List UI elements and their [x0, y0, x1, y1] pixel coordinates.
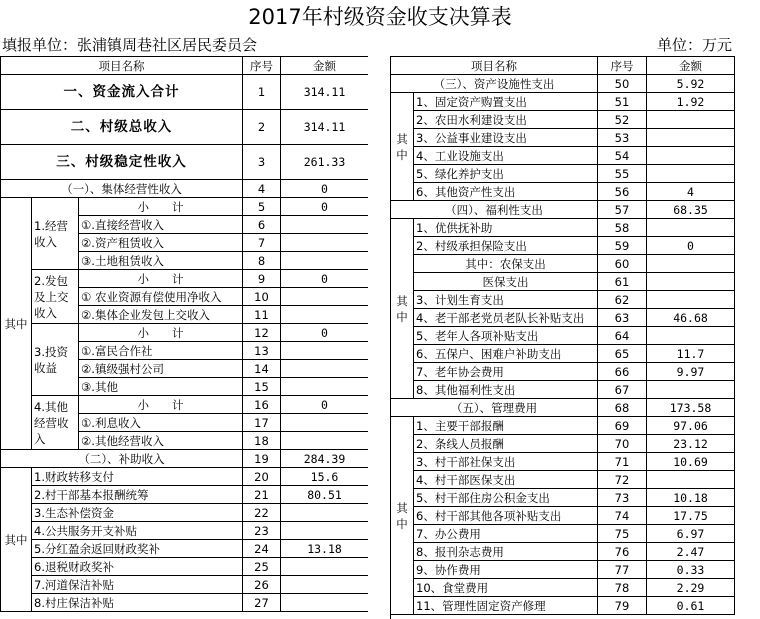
item-label: 3、计划生育支出 [414, 291, 598, 309]
seq-cell: 67 [598, 381, 647, 399]
seq-cell: 52 [598, 111, 647, 129]
header-row [391, 57, 735, 75]
item-name-header: 项目名称 [1, 57, 243, 75]
seq-cell: 63 [598, 309, 647, 327]
item-label: ②.资产租赁收入 [79, 234, 243, 252]
table-row [1, 558, 369, 576]
table-row [391, 255, 735, 273]
amount-cell: 0 [281, 180, 369, 198]
seq-cell: 5 [243, 198, 281, 216]
amount-cell [281, 504, 369, 522]
amount-cell [281, 576, 369, 594]
amount-cell [647, 381, 735, 399]
amount-cell: 46.68 [647, 309, 735, 327]
table-row [391, 489, 735, 507]
item-label: 7、老年协会费用 [414, 363, 598, 381]
seq-cell: 56 [598, 183, 647, 201]
amount-cell: 173.58 [647, 399, 735, 417]
item-label: 2、村级承担保险支出 [414, 237, 598, 255]
seq-cell: 6 [243, 216, 281, 234]
seq-cell: 21 [243, 486, 281, 504]
item-label: 8.村庄保洁补贴 [32, 594, 243, 612]
amount-cell [647, 471, 735, 489]
table-row [1, 324, 369, 342]
seq-cell: 19 [243, 450, 281, 468]
amount-header: 金额 [647, 57, 735, 75]
seq-cell: 8 [243, 252, 281, 270]
seq-cell: 64 [598, 327, 647, 345]
header-row [1, 57, 369, 75]
table-row [391, 327, 735, 345]
qi-zhong-label: 其中 [391, 93, 414, 201]
table-row [391, 417, 735, 435]
table-row [391, 561, 735, 579]
seq-cell: 55 [598, 165, 647, 183]
table-row [391, 219, 735, 237]
amount-cell [281, 234, 369, 252]
seq-cell: 71 [598, 453, 647, 471]
item-label: 其中：农保支出 [414, 255, 598, 273]
table-row [391, 525, 735, 543]
table-row [1, 396, 369, 414]
seq-cell: 62 [598, 291, 647, 309]
table-row [391, 579, 735, 597]
item-label: 3.生态补偿资金 [32, 504, 243, 522]
amount-cell: 0.61 [647, 597, 735, 615]
seq-header: 序号 [598, 57, 647, 75]
item-label: 4.公共服务开支补贴 [32, 522, 243, 540]
item-label: 2、条线人员报酬 [414, 435, 598, 453]
amount-cell: 13.18 [281, 540, 369, 558]
amount-cell: 0 [281, 396, 369, 414]
section-label: （一）、集体经营性收入 [1, 180, 243, 198]
item-label: 5、村干部住房公积金支出 [414, 489, 598, 507]
column-gap [368, 56, 391, 619]
table-row [391, 543, 735, 561]
table-row [391, 147, 735, 165]
amount-cell [647, 327, 735, 345]
amount-cell: 10.69 [647, 453, 735, 471]
seq-cell: 77 [598, 561, 647, 579]
table-row [391, 291, 735, 309]
item-label: ①.直接经营收入 [79, 216, 243, 234]
seq-cell: 25 [243, 558, 281, 576]
item-label: 6、村干部其他各项补贴支出 [414, 507, 598, 525]
seq-cell: 68 [598, 399, 647, 417]
seq-cell: 27 [243, 594, 281, 612]
seq-cell: 4 [243, 180, 281, 198]
table-row [391, 273, 735, 291]
item-label: 4、村干部医保支出 [414, 471, 598, 489]
currency-unit: 单位：万元 [656, 36, 732, 54]
seq-cell: 75 [598, 525, 647, 543]
seq-cell: 10 [243, 288, 281, 306]
section-row [391, 201, 735, 219]
section-row [391, 75, 735, 93]
group-label: 4.其他经营收入 [32, 396, 79, 450]
seq-cell: 1 [243, 75, 281, 110]
item-label: ① 农业资源有偿使用净收入 [79, 288, 243, 306]
seq-cell: 57 [598, 201, 647, 219]
summary-label: 二、村级总收入 [1, 110, 243, 145]
amount-cell: 2.47 [647, 543, 735, 561]
amount-cell: 0 [647, 237, 735, 255]
amount-cell [281, 594, 369, 612]
seq-cell: 73 [598, 489, 647, 507]
item-label: 8、其他福利性支出 [414, 381, 598, 399]
amount-cell: 261.33 [281, 145, 369, 180]
table-row [391, 381, 735, 399]
summary-label: 一、资金流入合计 [1, 75, 243, 110]
item-label: 5、老年人各项补贴支出 [414, 327, 598, 345]
table-row [391, 345, 735, 363]
item-label: 7.河道保洁补贴 [32, 576, 243, 594]
summary-row [1, 75, 369, 110]
section-row [391, 399, 735, 417]
amount-cell: 314.11 [281, 75, 369, 110]
amount-cell: 23.12 [647, 435, 735, 453]
seq-cell: 74 [598, 507, 647, 525]
amount-cell: 2.29 [647, 579, 735, 597]
seq-cell: 17 [243, 414, 281, 432]
table-row [1, 576, 369, 594]
amount-cell [647, 111, 735, 129]
item-label: 小 计 [79, 396, 243, 414]
seq-cell: 54 [598, 147, 647, 165]
section-row [1, 180, 369, 198]
section-label: （二）、补助收入 [1, 450, 243, 468]
item-label: 4、老干部老党员老队长补贴支出 [414, 309, 598, 327]
table-row [391, 165, 735, 183]
amount-cell [647, 129, 735, 147]
amount-cell: 10.18 [647, 489, 735, 507]
item-label: ②.镇级强村公司 [79, 360, 243, 378]
amount-cell: 9.97 [647, 363, 735, 381]
amount-cell [281, 378, 369, 396]
item-label: 10、食堂费用 [414, 579, 598, 597]
item-label: 2、农田水利建设支出 [414, 111, 598, 129]
amount-cell [647, 273, 735, 291]
seq-cell: 13 [243, 342, 281, 360]
item-label: 5、绿化养护支出 [414, 165, 598, 183]
amount-cell: 0 [281, 270, 369, 288]
seq-cell: 11 [243, 306, 281, 324]
summary-row [1, 145, 369, 180]
table-row [391, 183, 735, 201]
amount-cell: 314.11 [281, 110, 369, 145]
item-label: 6、五保户、困难户补助支出 [414, 345, 598, 363]
item-name-header: 项目名称 [391, 57, 598, 75]
item-label: 小 计 [79, 324, 243, 342]
table-row [391, 93, 735, 111]
seq-cell: 58 [598, 219, 647, 237]
seq-cell: 18 [243, 432, 281, 450]
amount-cell [281, 558, 369, 576]
item-label: 6、其他资产性支出 [414, 183, 598, 201]
seq-cell: 69 [598, 417, 647, 435]
reporting-unit: 填报单位：张浦镇周巷社区居民委员会 [2, 36, 258, 54]
item-label: 8、报刊杂志费用 [414, 543, 598, 561]
table-row [1, 522, 369, 540]
amount-cell: 15.6 [281, 468, 369, 486]
seq-cell: 65 [598, 345, 647, 363]
amount-cell: 6.97 [647, 525, 735, 543]
amount-cell: 97.06 [647, 417, 735, 435]
seq-cell: 76 [598, 543, 647, 561]
seq-cell: 78 [598, 579, 647, 597]
amount-cell [647, 219, 735, 237]
table-row [1, 198, 369, 216]
table-row [391, 471, 735, 489]
seq-cell: 15 [243, 378, 281, 396]
amount-cell [647, 255, 735, 273]
qi-zhong-label: 其中 [1, 468, 32, 612]
table-row [391, 453, 735, 471]
amount-cell: 68.35 [647, 201, 735, 219]
seq-cell: 24 [243, 540, 281, 558]
table-row [1, 486, 369, 504]
table-row [391, 507, 735, 525]
table-row [1, 504, 369, 522]
table-row [1, 594, 369, 612]
amount-cell: 1.92 [647, 93, 735, 111]
seq-cell: 72 [598, 471, 647, 489]
group-label: 2.发包及上交收入 [32, 270, 79, 324]
seq-cell: 7 [243, 234, 281, 252]
seq-cell: 9 [243, 270, 281, 288]
item-label: ①.富民合作社 [79, 342, 243, 360]
item-label: ②.集体企业发包上交收入 [79, 306, 243, 324]
table-row [391, 129, 735, 147]
section-row [1, 450, 369, 468]
table-row [1, 270, 369, 288]
seq-cell: 3 [243, 145, 281, 180]
report-title: 2017年村级资金收支决算表 [248, 5, 512, 29]
amount-cell [281, 342, 369, 360]
table-row [391, 309, 735, 327]
amount-cell [281, 306, 369, 324]
seq-cell: 26 [243, 576, 281, 594]
amount-cell [647, 147, 735, 165]
item-label: 医保支出 [414, 273, 598, 291]
seq-header: 序号 [243, 57, 281, 75]
amount-cell: 0.33 [647, 561, 735, 579]
amount-cell [281, 360, 369, 378]
seq-cell: 23 [243, 522, 281, 540]
seq-cell: 22 [243, 504, 281, 522]
amount-cell [647, 291, 735, 309]
item-label: ②.其他经营收入 [79, 432, 243, 450]
item-label: 11、管理性固定资产修理 [414, 597, 598, 615]
summary-row [1, 110, 369, 145]
item-label: ③.土地租赁收入 [79, 252, 243, 270]
spreadsheet [0, 56, 760, 619]
amount-cell: 4 [647, 183, 735, 201]
section-label: （五）、管理费用 [391, 399, 598, 417]
seq-cell: 50 [598, 75, 647, 93]
table-row [391, 435, 735, 453]
summary-label: 三、村级稳定性收入 [1, 145, 243, 180]
qi-zhong-label: 其中 [391, 417, 414, 615]
item-label: 5.分红盈余返回财政奖补 [32, 540, 243, 558]
section-label: （三）、资产设施性支出 [391, 75, 598, 93]
amount-header: 金额 [281, 57, 369, 75]
seq-cell: 61 [598, 273, 647, 291]
table-row [391, 597, 735, 615]
amount-cell [281, 216, 369, 234]
amount-cell: 80.51 [281, 486, 369, 504]
amount-cell [281, 252, 369, 270]
table-row [391, 237, 735, 255]
seq-cell: 53 [598, 129, 647, 147]
income-table [0, 56, 369, 612]
item-label: ①.利息收入 [79, 414, 243, 432]
seq-cell: 79 [598, 597, 647, 615]
qi-zhong-label: 其中 [1, 198, 32, 450]
seq-cell: 20 [243, 468, 281, 486]
amount-cell: 5.92 [647, 75, 735, 93]
item-label: 1、固定资产购置支出 [414, 93, 598, 111]
item-label: 2.村干部基本报酬统筹 [32, 486, 243, 504]
section-label: （四）、福利性支出 [391, 201, 598, 219]
item-label: 4、工业设施支出 [414, 147, 598, 165]
seq-cell: 16 [243, 396, 281, 414]
amount-cell: 0 [281, 324, 369, 342]
item-label: ③.其他 [79, 378, 243, 396]
table-row [1, 468, 369, 486]
item-label: 1.财政转移支付 [32, 468, 243, 486]
item-label: 9、协作费用 [414, 561, 598, 579]
seq-cell: 51 [598, 93, 647, 111]
amount-cell: 11.7 [647, 345, 735, 363]
amount-cell [647, 165, 735, 183]
table-row [391, 111, 735, 129]
item-label: 小 计 [79, 270, 243, 288]
amount-cell: 17.75 [647, 507, 735, 525]
group-label: 3.投资收益 [32, 324, 79, 396]
seq-cell: 14 [243, 360, 281, 378]
amount-cell: 0 [281, 198, 369, 216]
qi-zhong-label: 其中 [391, 219, 414, 399]
table-row [1, 540, 369, 558]
amount-cell [281, 288, 369, 306]
item-label: 1、优供抚补助 [414, 219, 598, 237]
seq-cell: 60 [598, 255, 647, 273]
item-label: 1、主要干部报酬 [414, 417, 598, 435]
amount-cell: 284.39 [281, 450, 369, 468]
seq-cell: 66 [598, 363, 647, 381]
seq-cell: 12 [243, 324, 281, 342]
seq-cell: 59 [598, 237, 647, 255]
item-label: 3、村干部社保支出 [414, 453, 598, 471]
amount-cell [281, 432, 369, 450]
seq-cell: 2 [243, 110, 281, 145]
seq-cell: 70 [598, 435, 647, 453]
item-label: 小 计 [79, 198, 243, 216]
group-label: 1.经营收入 [32, 198, 79, 270]
table-row [391, 363, 735, 381]
item-label: 6.退税财政奖补 [32, 558, 243, 576]
amount-cell [281, 522, 369, 540]
expense-table [390, 56, 735, 615]
item-label: 3、公益事业建设支出 [414, 129, 598, 147]
amount-cell [281, 414, 369, 432]
item-label: 7、办公费用 [414, 525, 598, 543]
